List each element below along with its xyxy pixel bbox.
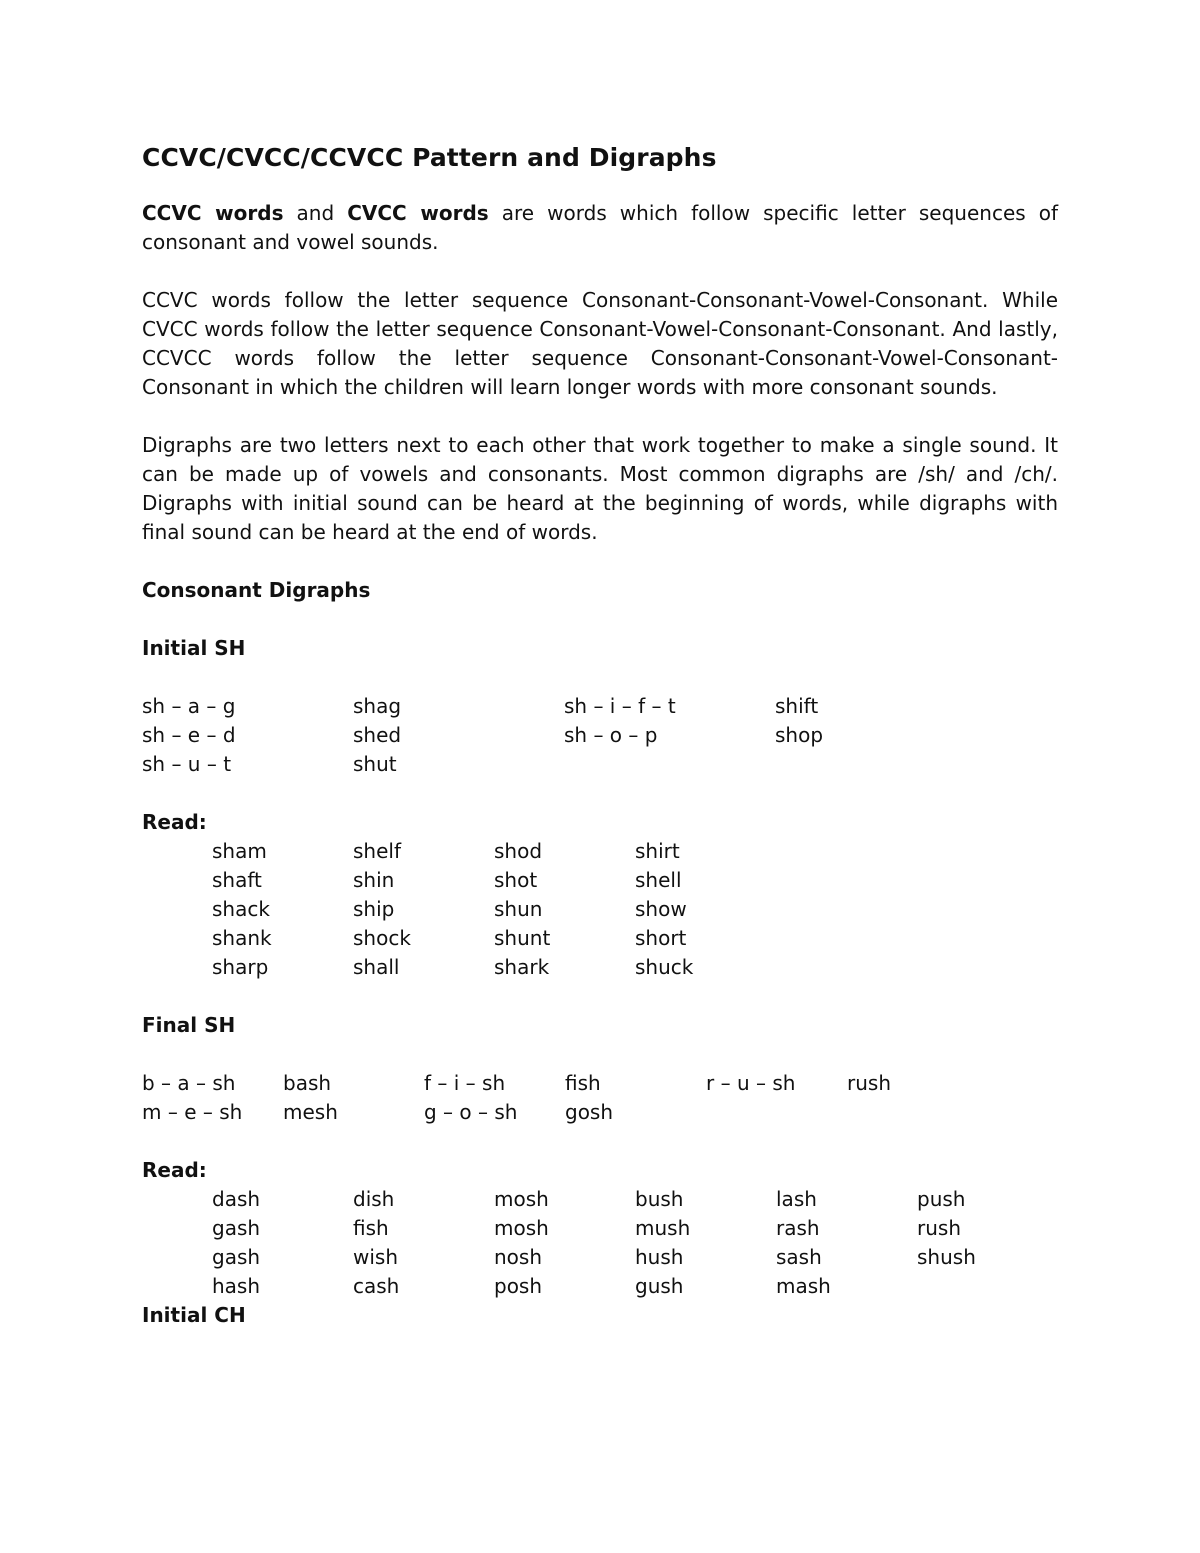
list-item: shirt bbox=[635, 839, 680, 863]
segment-cell: sh – a – g bbox=[142, 694, 236, 718]
segment-cell bbox=[706, 1098, 847, 1127]
pattern-paragraph: CCVC words follow the letter sequence Consonant-Consonant-Vowel-Consonant. While CVCC words follow the letter sequence Consonant-Vowel-Consonant-Consonant. And lastly, CCVCC words follow the letter sequence Consonant-Consonant-Vowel-Consonant-Consonant in which the children will learn longer words with more consonant sounds. bbox=[142, 288, 1058, 399]
list-item: sash bbox=[776, 1245, 822, 1269]
list-item: push bbox=[917, 1187, 966, 1211]
word-cell: fish bbox=[565, 1071, 601, 1095]
term-cvcc: CVCC words bbox=[347, 201, 489, 225]
list-row bbox=[142, 1243, 1058, 1272]
initial-sh-read-label: Read: bbox=[142, 810, 207, 834]
list-item: gash bbox=[212, 1216, 261, 1240]
segment-cell: g – o – sh bbox=[424, 1100, 518, 1124]
list-item: mosh bbox=[494, 1187, 549, 1211]
initial-ch-heading: Initial CH bbox=[142, 1303, 246, 1327]
segment-cell: f – i – sh bbox=[424, 1071, 506, 1095]
word-cell: gosh bbox=[565, 1100, 614, 1124]
table-row bbox=[142, 1098, 1058, 1127]
initial-sh-read-list bbox=[142, 837, 1058, 982]
word-cell bbox=[847, 1098, 988, 1127]
list-item: cash bbox=[353, 1274, 400, 1298]
consonant-digraphs-heading: Consonant Digraphs bbox=[142, 578, 371, 602]
table-row bbox=[142, 1069, 1058, 1098]
list-item: shush bbox=[917, 1245, 976, 1269]
list-item: shock bbox=[353, 926, 411, 950]
list-item: shelf bbox=[353, 839, 401, 863]
word-cell: shag bbox=[353, 694, 402, 718]
final-sh-heading: Final SH bbox=[142, 1013, 236, 1037]
list-row bbox=[142, 1214, 1058, 1243]
page-title: CCVC/CVCC/CCVCC Pattern and Digraphs bbox=[142, 143, 717, 172]
intro-rest: are words which follow specific letter sequences of consonant and vowel sounds. bbox=[142, 201, 1059, 254]
list-item: show bbox=[635, 897, 687, 921]
intro-paragraph bbox=[142, 199, 1058, 257]
list-item bbox=[917, 1272, 1058, 1301]
list-row bbox=[142, 1185, 1058, 1214]
term-ccvc: CCVC words bbox=[142, 201, 284, 225]
table-row bbox=[142, 750, 1058, 779]
table-row bbox=[142, 721, 1058, 750]
list-item: shod bbox=[494, 839, 543, 863]
list-item: rush bbox=[917, 1216, 961, 1240]
final-sh-read-list bbox=[142, 1185, 1058, 1301]
list-item: nosh bbox=[494, 1245, 543, 1269]
list-row bbox=[142, 924, 1058, 953]
segment-cell: sh – i – f – t bbox=[564, 694, 676, 718]
list-item: fish bbox=[353, 1216, 389, 1240]
list-item: lash bbox=[776, 1187, 817, 1211]
word-cell: bash bbox=[283, 1071, 332, 1095]
segment-cell: sh – u – t bbox=[142, 752, 232, 776]
word-cell: shed bbox=[353, 723, 402, 747]
list-item: sharp bbox=[212, 955, 269, 979]
list-item: short bbox=[635, 926, 687, 950]
list-item: dash bbox=[212, 1187, 261, 1211]
segment-cell: m – e – sh bbox=[142, 1100, 243, 1124]
list-item: sham bbox=[212, 839, 267, 863]
word-cell bbox=[775, 750, 986, 779]
list-item: dish bbox=[353, 1187, 395, 1211]
list-item: hush bbox=[635, 1245, 684, 1269]
list-item: rash bbox=[776, 1216, 820, 1240]
list-item: bush bbox=[635, 1187, 684, 1211]
intro-and: and bbox=[283, 201, 348, 225]
list-item: ship bbox=[353, 897, 395, 921]
word-cell: shift bbox=[775, 694, 819, 718]
word-cell: mesh bbox=[283, 1100, 338, 1124]
initial-sh-table bbox=[142, 692, 1058, 779]
segment-cell: sh – e – d bbox=[142, 723, 236, 747]
initial-sh-heading: Initial SH bbox=[142, 636, 246, 660]
list-row bbox=[142, 895, 1058, 924]
table-row bbox=[142, 692, 1058, 721]
document-body bbox=[142, 140, 1058, 1330]
list-item: shack bbox=[212, 897, 270, 921]
list-item: hash bbox=[212, 1274, 261, 1298]
list-item: wish bbox=[353, 1245, 399, 1269]
list-item: shank bbox=[212, 926, 272, 950]
segment-cell: sh – o – p bbox=[564, 723, 658, 747]
list-item: gash bbox=[212, 1245, 261, 1269]
digraphs-paragraph: Digraphs are two letters next to each other that work together to make a single sound. It can be made up of vowels and consonants. Most common digraphs are /sh/ and /ch/. Digraphs with initial sound can be heard at the beginning of words, while digraphs with final sound can be heard at the end of words. bbox=[142, 433, 1058, 544]
list-row bbox=[142, 837, 1058, 866]
list-item: shaft bbox=[212, 868, 262, 892]
list-item: shark bbox=[494, 955, 550, 979]
segment-cell bbox=[564, 750, 775, 779]
final-sh-read-label: Read: bbox=[142, 1158, 207, 1182]
word-cell: shop bbox=[775, 723, 824, 747]
list-item: shin bbox=[353, 868, 395, 892]
word-cell: rush bbox=[847, 1071, 891, 1095]
segment-cell: r – u – sh bbox=[706, 1071, 796, 1095]
list-item: mosh bbox=[494, 1216, 549, 1240]
final-sh-table bbox=[142, 1069, 1058, 1127]
list-item: gush bbox=[635, 1274, 684, 1298]
list-item: shell bbox=[635, 868, 682, 892]
list-row bbox=[142, 1272, 1058, 1301]
word-cell: shut bbox=[353, 752, 397, 776]
list-item: posh bbox=[494, 1274, 543, 1298]
list-item: shun bbox=[494, 897, 543, 921]
list-item: shunt bbox=[494, 926, 551, 950]
list-item: shall bbox=[353, 955, 400, 979]
list-item: shuck bbox=[635, 955, 694, 979]
segment-cell: b – a – sh bbox=[142, 1071, 236, 1095]
list-item: mash bbox=[776, 1274, 831, 1298]
list-item: shot bbox=[494, 868, 538, 892]
list-item: mush bbox=[635, 1216, 691, 1240]
list-row bbox=[142, 953, 1058, 982]
list-row bbox=[142, 866, 1058, 895]
